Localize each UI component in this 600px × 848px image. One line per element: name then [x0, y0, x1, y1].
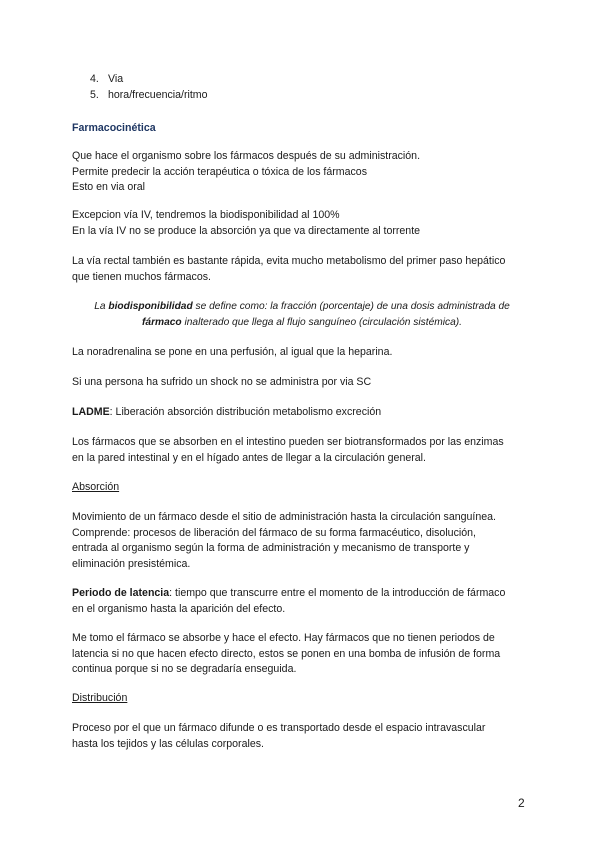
- list-text: Via: [108, 73, 124, 85]
- text-line: En la vía IV no se produce la absorción ya que va directamente al torrente: [72, 224, 421, 237]
- text-line: latencia si no que hacen efecto directo, estos se ponen en una bomba de infusión de forma: [72, 647, 501, 660]
- heading-farmacocinetica: Farmacocinética: [72, 122, 156, 134]
- list-item: [90, 72, 123, 88]
- term-biodisponibilidad: biodisponibilidad: [108, 301, 193, 312]
- term-periodo-latencia: Periodo de latencia: [72, 587, 170, 599]
- text-line: Comprende: procesos de liberación del fármaco de su forma farmacéutico, disolución,: [72, 526, 476, 539]
- text-line: Los fármacos que se absorben en el intestino pueden ser biotransformados por las enzimas: [72, 436, 504, 448]
- paragraph-iv: [72, 208, 532, 239]
- text-line: continua porque si no se degradaría enseguida.: [72, 663, 297, 676]
- latencia-text: : tiempo que transcurre entre el momento de la introducción de fármaco: [169, 587, 506, 599]
- list-number: 4.: [90, 73, 99, 85]
- text-line: entrada al organismo según la forma de administración y mecanismo de transporte y: [72, 542, 470, 555]
- text-line: hasta los tejidos y las células corporales.: [72, 737, 264, 750]
- text-line: Movimiento de un fármaco desde el sitio de administración hasta la circulación sanguínea.: [72, 511, 496, 523]
- text-line: en la pared intestinal y en el hígado antes de llegar a la circulación general.: [72, 451, 426, 464]
- paragraph-intro: [72, 149, 532, 196]
- text-line: en el organismo hasta la aparición del efecto.: [72, 602, 286, 615]
- quote-pre: La: [94, 301, 109, 312]
- list-text: hora/frecuencia/ritmo: [108, 89, 208, 101]
- text-line: Que hace el organismo sobre los fármacos después de su administración.: [72, 150, 421, 162]
- text-line: Esto en via oral: [72, 181, 146, 194]
- list-item: [90, 88, 208, 104]
- paragraph-metomo: [72, 631, 532, 678]
- page-number: 2: [518, 796, 525, 810]
- paragraph-latencia: [72, 586, 532, 617]
- text-line: Permite predecir la acción terapéutica o tóxica de los fármacos: [72, 165, 368, 178]
- heading-absorcion: Absorción: [72, 481, 120, 493]
- text-line: [72, 586, 532, 602]
- text-line: Proceso por el que un fármaco difunde o es transportado desde el espacio intravascular: [72, 722, 486, 734]
- paragraph-absorcion: [72, 510, 532, 572]
- text-line: [72, 299, 532, 315]
- term-ladme: LADME: [72, 406, 110, 418]
- text-line: Me tomo el fármaco se absorbe y hace el efecto. Hay fármacos que no tienen periodos de: [72, 632, 495, 644]
- ladme-text: : Liberación absorción distribución metabolismo excreción: [109, 406, 382, 418]
- paragraph-distribucion: [72, 721, 532, 752]
- paragraph-noradrenalina: La noradrenalina se pone en una perfusión, al igual que la heparina.: [72, 346, 393, 358]
- paragraph-ladme: [72, 405, 532, 421]
- paragraph-intestino: [72, 435, 532, 466]
- definition-quote: [72, 299, 532, 330]
- term-farmaco: fármaco: [142, 316, 182, 328]
- text-line: Excepcion vía IV, tendremos la biodisponibilidad al 100%: [72, 209, 340, 221]
- quote-text: se define como: la fracción (porcentaje) de una dosis administrada de: [192, 301, 510, 312]
- paragraph-rectal: [72, 254, 532, 285]
- quote-text: inalterado que llega al flujo sanguíneo (circulación sistémica).: [181, 316, 462, 328]
- paragraph-shock: Si una persona ha sufrido un shock no se administra por via SC: [72, 376, 372, 388]
- heading-distribucion: Distribución: [72, 692, 128, 704]
- text-line: La vía rectal también es bastante rápida, evita mucho metabolismo del primer paso hepático: [72, 255, 506, 267]
- list-number: 5.: [90, 89, 99, 101]
- text-line: [72, 315, 532, 331]
- text-line: eliminación presistémica.: [72, 557, 191, 570]
- text-line: que tienen muchos fármacos.: [72, 270, 211, 283]
